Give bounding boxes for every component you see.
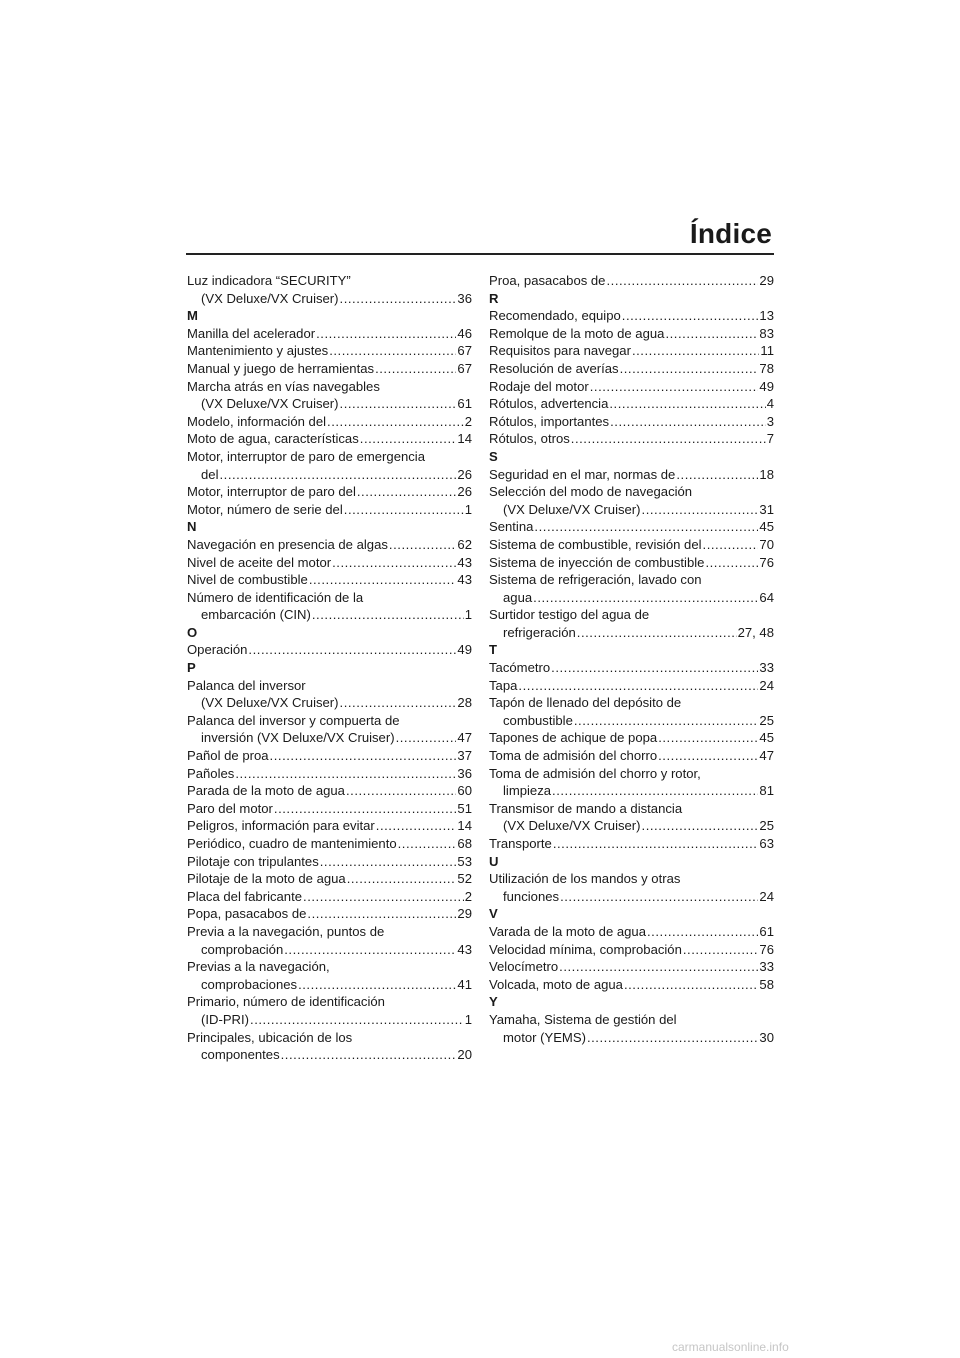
index-page-number: 25 [759, 712, 774, 728]
index-page-number: 49 [457, 642, 472, 658]
index-entry-label: Nivel de aceite del motor [187, 554, 332, 570]
dot-leader [281, 1046, 457, 1064]
dot-leader [316, 325, 456, 343]
index-page-number: 4 [766, 396, 774, 412]
index-page-number: 3 [766, 413, 774, 429]
index-entry-label: Tapones de achique de popa [489, 730, 658, 746]
index-entry [489, 342, 774, 360]
index-page-number: 26 [457, 466, 472, 482]
dot-leader [647, 923, 758, 941]
index-entry [187, 729, 472, 747]
dot-leader [609, 395, 765, 413]
index-page-number: 18 [759, 466, 774, 482]
index-entry-text: Primario, número de identificación [187, 994, 385, 1010]
index-entry-label: motor (YEMS) [503, 1029, 586, 1045]
index-letter-heading: R [489, 290, 499, 306]
index-entry [489, 589, 774, 607]
index-entry [187, 694, 472, 712]
index-page-number: 36 [457, 290, 472, 306]
dot-leader [320, 853, 457, 871]
index-entry-label: (VX Deluxe/VX Cruiser) [503, 818, 641, 834]
index-entry-label: Sistema de combustible, revisión del [489, 536, 702, 552]
index-page-number: 45 [759, 519, 774, 535]
dot-leader [235, 765, 456, 783]
index-entry [187, 290, 472, 308]
index-entry-label: Tacómetro [489, 660, 551, 676]
dot-leader [552, 782, 758, 800]
index-entry-label: Rótulos, otros [489, 431, 570, 447]
index-page-number: 33 [759, 660, 774, 676]
dot-leader [676, 466, 758, 484]
dot-leader [396, 729, 457, 747]
index-page-number: 14 [457, 431, 472, 447]
index-entry-label: agua [503, 589, 533, 605]
index-entry [187, 747, 472, 765]
index-page-number: 47 [759, 748, 774, 764]
index-entry [187, 1011, 472, 1029]
index-letter-heading: Y [489, 994, 498, 1010]
index-entry [489, 624, 774, 642]
index-entry [489, 378, 774, 396]
index-entry-label: inversión (VX Deluxe/VX Cruiser) [201, 730, 395, 746]
index-entry-label: (VX Deluxe/VX Cruiser) [201, 695, 339, 711]
dot-leader [357, 483, 457, 501]
index-entry [489, 307, 774, 325]
index-entry [187, 641, 472, 659]
dot-leader [534, 518, 758, 536]
dot-leader [312, 606, 464, 624]
index-page-number: 67 [457, 360, 472, 376]
dot-leader [574, 712, 759, 730]
dot-leader [340, 290, 457, 308]
index-entry [187, 466, 472, 484]
index-page-number: 76 [759, 941, 774, 957]
dot-leader [329, 342, 456, 360]
index-entry-label: Recomendado, equipo [489, 308, 621, 324]
dot-leader [248, 641, 456, 659]
index-entry-label: Proa, pasacabos de [489, 273, 606, 288]
index-entry [187, 888, 472, 906]
dot-leader [683, 941, 759, 959]
index-entry-label: funciones [503, 888, 560, 904]
index-entry [489, 360, 774, 378]
index-page-number: 63 [759, 836, 774, 851]
index-letter-heading: T [489, 642, 497, 658]
index-entry-label: del [201, 466, 219, 482]
index-entry-text: Número de identificación de la [187, 589, 364, 605]
index-page-number: 58 [759, 976, 774, 992]
index-page-number: 26 [457, 484, 472, 500]
dot-leader [332, 554, 456, 572]
index-entry [187, 325, 472, 343]
index-entry [489, 747, 774, 765]
dot-leader [571, 430, 766, 448]
index-entry-text: Palanca del inversor y compuerta de [187, 712, 400, 728]
index-entry [187, 905, 472, 923]
index-entry-label: Pilotaje con tripulantes [187, 853, 319, 869]
index-entry [489, 923, 774, 941]
index-entry [187, 571, 472, 589]
dot-leader [703, 536, 759, 554]
index-entry [187, 765, 472, 783]
index-entry [489, 1029, 774, 1047]
dot-leader [284, 941, 456, 959]
index-letter-heading: S [489, 448, 498, 464]
index-entry [187, 800, 472, 818]
dot-leader [375, 360, 456, 378]
index-page-number: 31 [759, 501, 774, 517]
index-entry [489, 835, 774, 853]
index-column-left [187, 272, 472, 1064]
index-entry-label: Popa, pasacabos de [187, 906, 307, 922]
index-entry-text: Sistema de refrigeración, lavado con [489, 572, 702, 588]
index-entry [187, 554, 472, 572]
index-entry-label: Volcada, moto de agua [489, 976, 623, 992]
index-entry-label: Velocímetro [489, 959, 559, 975]
dot-leader [340, 694, 457, 712]
index-entry-text: Tapón de llenado del depósito de [489, 695, 682, 711]
page-title: Índice [689, 218, 772, 249]
index-entry-label: Toma de admisión del chorro [489, 748, 658, 764]
dot-leader [270, 747, 457, 765]
dot-leader [658, 747, 758, 765]
index-entry-label: Tapa [489, 677, 518, 693]
index-entry-label: Moto de agua, características [187, 431, 359, 447]
dot-leader [250, 1011, 464, 1029]
dot-leader [606, 272, 758, 290]
index-letter-heading: V [489, 906, 498, 922]
index-entry-label: (VX Deluxe/VX Cruiser) [503, 501, 641, 517]
index-entry-label: Pilotaje de la moto de agua [187, 871, 346, 887]
index-column-right [489, 272, 774, 1046]
index-entry-label: Resolución de averías [489, 360, 619, 376]
dot-leader [307, 905, 456, 923]
dot-leader [347, 870, 457, 888]
index-page-number: 64 [759, 589, 774, 605]
index-page-number: 53 [457, 853, 472, 869]
index-letter-heading: U [489, 853, 499, 869]
index-entry-text: Principales, ubicación de los [187, 1029, 353, 1045]
index-entry-label: Sentina [489, 519, 534, 535]
index-letter-heading: N [187, 519, 197, 535]
index-entry [187, 342, 472, 360]
dot-leader [610, 413, 766, 431]
dot-leader [398, 835, 457, 853]
index-page-number: 51 [457, 800, 472, 816]
index-entry-label: (ID-PRI) [201, 1011, 250, 1027]
index-page-number: 41 [457, 976, 472, 992]
index-entry [489, 395, 774, 413]
index-entry-label: Seguridad en el mar, normas de [489, 466, 676, 482]
index-entry-label: Manilla del acelerador [187, 325, 316, 341]
watermark: carmanualsonline.info [672, 1340, 789, 1354]
index-entry [489, 782, 774, 800]
index-entry-text: Transmisor de mando a distancia [489, 800, 683, 816]
index-entry-label: Sistema de inyección de combustible [489, 554, 705, 570]
index-page-number: 36 [457, 765, 472, 781]
index-entry-text: Motor, interruptor de paro de emergencia [187, 448, 426, 464]
index-page-number: 37 [457, 748, 472, 764]
index-entry [187, 782, 472, 800]
index-entry-text: Palanca del inversor [187, 677, 306, 693]
index-page-number: 76 [759, 554, 774, 570]
dot-leader [389, 536, 457, 554]
index-page-number: 29 [457, 906, 472, 922]
index-page-number: 24 [759, 677, 774, 693]
index-entry [489, 554, 774, 572]
index-entry-label: (VX Deluxe/VX Cruiser) [201, 290, 339, 306]
index-entry [489, 729, 774, 747]
index-page-number: 49 [759, 378, 774, 394]
index-entry-label: Peligros, información para evitar [187, 818, 375, 834]
index-entry-label: Navegación en presencia de algas [187, 536, 388, 552]
index-entry-label: componentes [201, 1047, 280, 1063]
title-rule [186, 253, 774, 255]
dot-leader [642, 817, 759, 835]
index-entry [489, 501, 774, 519]
index-page-number: 46 [457, 325, 472, 341]
index-entry [489, 817, 774, 835]
dot-leader [624, 976, 758, 994]
index-entry [489, 272, 774, 290]
dot-leader [658, 729, 758, 747]
index-entry [489, 958, 774, 976]
index-entry [489, 466, 774, 484]
index-entry-label: Operación [187, 642, 248, 658]
index-entry-label: Paro del motor [187, 800, 273, 816]
index-entry [489, 712, 774, 730]
dot-leader [298, 976, 456, 994]
index-entry-label: Requisitos para navegar [489, 343, 631, 359]
index-entry-label: Motor, interruptor de paro del [187, 484, 356, 500]
index-page-number: 30 [759, 1029, 774, 1045]
index-entry [489, 413, 774, 431]
dot-leader [340, 395, 457, 413]
index-entry-label: Placa del fabricante [187, 888, 303, 904]
index-entry [187, 413, 472, 431]
dot-leader [346, 782, 456, 800]
index-page-number: 43 [457, 554, 472, 570]
index-page-number: 2 [464, 413, 472, 429]
index-page-number: 29 [759, 273, 774, 288]
index-entry-label: Modelo, información del [187, 413, 327, 429]
index-page-number: 2 [464, 888, 472, 904]
index-entry-label: embarcación (CIN) [201, 607, 311, 623]
index-page-number: 68 [457, 836, 472, 851]
index-page-number: 1 [464, 501, 472, 517]
index-entry-label: refrigeración [503, 624, 576, 640]
index-entry-label: Periódico, cuadro de mantenimiento [187, 836, 397, 851]
index-entry-label: Manual y juego de herramientas [187, 360, 375, 376]
dot-leader [518, 677, 758, 695]
index-entry-text: Selección del modo de navegación [489, 484, 693, 500]
index-entry [187, 976, 472, 994]
dot-leader [309, 571, 457, 589]
index-entry [187, 360, 472, 378]
index-page-number: 1 [464, 607, 472, 623]
index-entry-text: Yamaha, Sistema de gestión del [489, 1011, 677, 1027]
index-entry-label: Velocidad mínima, comprobación [489, 941, 682, 957]
index-entry [187, 941, 472, 959]
index-entry [489, 941, 774, 959]
index-entry [489, 888, 774, 906]
dot-leader [577, 624, 737, 642]
index-entry-label: Rótulos, importantes [489, 413, 610, 429]
index-page-number: 11 [760, 343, 774, 359]
index-entry-label: Parada de la moto de agua [187, 783, 345, 799]
index-page-number: 1 [464, 1011, 472, 1027]
dot-leader [559, 958, 758, 976]
index-page-number: 60 [457, 783, 472, 799]
index-entry-text: Surtidor testigo del agua de [489, 607, 650, 623]
index-entry [187, 483, 472, 501]
index-entry [489, 518, 774, 536]
index-page-number: 25 [759, 818, 774, 834]
index-entry [187, 501, 472, 519]
index-entry-label: comprobación [201, 941, 284, 957]
index-entry-text: Previa a la navegación, puntos de [187, 923, 385, 939]
index-page-number: 7 [766, 431, 774, 447]
index-page-number: 62 [457, 536, 472, 552]
index-entry-text: Toma de admisión del chorro y rotor, [489, 765, 701, 781]
index-page-number: 43 [457, 572, 472, 588]
dot-leader [632, 342, 759, 360]
index-page-number: 33 [759, 959, 774, 975]
dot-leader [620, 360, 759, 378]
index-page-number: 24 [759, 888, 774, 904]
dot-leader [344, 501, 464, 519]
index-entry-text: Utilización de los mandos y otras [489, 871, 681, 887]
index-page-number: 14 [457, 818, 472, 834]
index-page-number: 61 [457, 396, 472, 412]
index-entry [187, 536, 472, 554]
index-entry [187, 606, 472, 624]
dot-leader [219, 466, 456, 484]
index-entry-text: Previas a la navegación, [187, 959, 330, 975]
index-entry-label: combustible [503, 712, 573, 728]
index-page-number: 13 [759, 308, 774, 324]
index-page-number: 52 [457, 871, 472, 887]
dot-leader [622, 307, 759, 325]
dot-leader [303, 888, 464, 906]
dot-leader [705, 554, 758, 572]
index-page-number: 27, 48 [737, 624, 774, 640]
index-entry-label: Nivel de combustible [187, 572, 308, 588]
index-page-number: 61 [759, 923, 774, 939]
index-entry-text: Luz indicadora “SECURITY” [187, 273, 351, 288]
index-entry [187, 870, 472, 888]
index-page-number: 70 [759, 536, 774, 552]
index-entry [489, 976, 774, 994]
index-entry-label: Pañol de proa [187, 748, 269, 764]
dot-leader [551, 659, 758, 677]
dot-leader [553, 835, 759, 853]
index-entry-label: Rodaje del motor [489, 378, 589, 394]
index-page-number: 78 [759, 360, 774, 376]
index-entry-label: comprobaciones [201, 976, 298, 992]
index-entry [489, 325, 774, 343]
dot-leader [533, 589, 758, 607]
dot-leader [376, 817, 457, 835]
index-page-number: 20 [457, 1047, 472, 1063]
index-page-number: 47 [457, 730, 472, 746]
dot-leader [560, 888, 758, 906]
index-entry [187, 817, 472, 835]
index-entry [489, 536, 774, 554]
index-entry [489, 430, 774, 448]
index-entry [187, 395, 472, 413]
index-entry-label: Motor, número de serie del [187, 501, 343, 517]
index-page-number: 45 [759, 730, 774, 746]
index-entry [187, 430, 472, 448]
index-page-number: 67 [457, 343, 472, 359]
index-letter-heading: P [187, 660, 196, 676]
dot-leader [587, 1029, 758, 1047]
index-page-number: 83 [759, 325, 774, 341]
dot-leader [274, 800, 457, 818]
index-entry-label: Transporte [489, 836, 552, 851]
index-letter-heading: M [187, 308, 198, 324]
index-entry-label: Remolque de la moto de agua [489, 325, 665, 341]
index-page-number: 28 [457, 695, 472, 711]
index-entry [187, 1046, 472, 1064]
index-page-number: 43 [457, 941, 472, 957]
index-entry-label: Pañoles [187, 765, 235, 781]
index-entry [489, 677, 774, 695]
dot-leader [642, 501, 759, 519]
index-entry-label: Rótulos, advertencia [489, 396, 609, 412]
index-entry-label: limpieza [503, 783, 552, 799]
index-entry-text: Marcha atrás en vías navegables [187, 378, 380, 394]
index-entry [187, 853, 472, 871]
index-entry [489, 659, 774, 677]
dot-leader [590, 378, 759, 396]
index-entry-label: Mantenimiento y ajustes [187, 343, 329, 359]
dot-leader [665, 325, 758, 343]
index-entry-label: Varada de la moto de agua [489, 923, 646, 939]
index-page-number: 81 [759, 783, 774, 799]
index-entry-label: (VX Deluxe/VX Cruiser) [201, 396, 339, 412]
index-entry [187, 835, 472, 853]
dot-leader [327, 413, 464, 431]
index-letter-heading: O [187, 624, 198, 640]
dot-leader [360, 430, 457, 448]
